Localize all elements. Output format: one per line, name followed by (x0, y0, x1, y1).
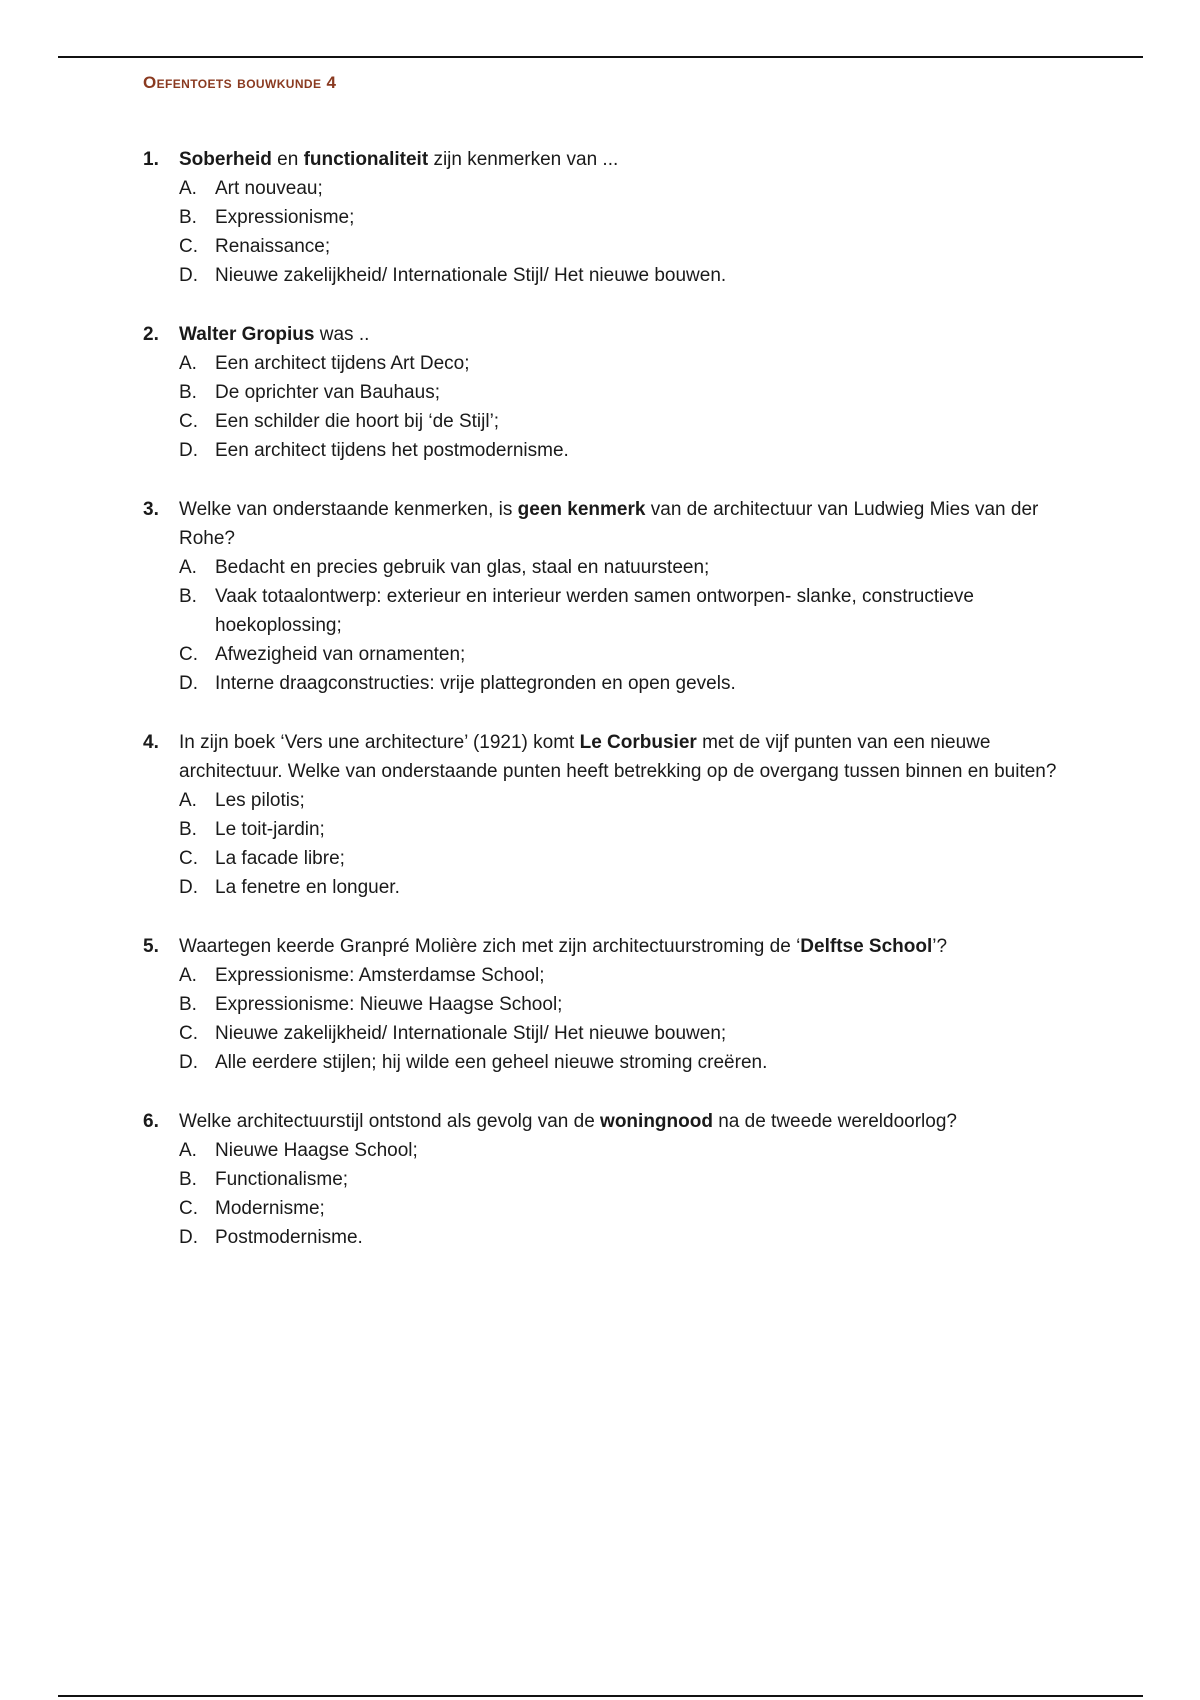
option-a (179, 1136, 1073, 1165)
option-b (179, 378, 1073, 407)
question-number: 4. (143, 732, 159, 753)
answer-options (143, 174, 1073, 290)
option-a (179, 786, 1073, 815)
option-c (179, 1019, 1073, 1048)
stem-bold: Soberheid (179, 149, 272, 170)
option-letter: C. (179, 1198, 198, 1219)
stem-text: en (271, 149, 304, 170)
option-a (179, 961, 1073, 990)
question-list (143, 145, 1073, 1282)
option-letter: D. (179, 265, 198, 286)
stem-bold: geen kenmerk (517, 499, 646, 520)
question-2 (143, 320, 1073, 465)
option-letter: B. (179, 994, 197, 1015)
question-stem (179, 495, 1073, 553)
option-text: Een architect tijdens Art Deco; (215, 353, 470, 374)
option-letter: A. (179, 178, 197, 199)
question-stem (179, 728, 1073, 786)
question-3 (143, 495, 1073, 698)
option-letter: B. (179, 819, 197, 840)
question-number: 5. (143, 936, 159, 957)
option-d (179, 1223, 1073, 1252)
option-text: Nieuwe zakelijkheid/ Internationale Stijl/ Het nieuwe bouwen; (215, 1023, 727, 1044)
document-title: Oefentoets bouwkunde 4 (143, 73, 337, 92)
option-b (179, 990, 1073, 1019)
stem-text: na de tweede wereldoorlog? (712, 1111, 957, 1132)
stem-bold: Le Corbusier (579, 732, 697, 753)
option-d (179, 261, 1073, 290)
stem-text: zijn kenmerken van ... (428, 149, 619, 170)
question-stem (179, 1107, 1073, 1136)
answer-options (143, 1136, 1073, 1252)
option-text: Le toit-jardin; (215, 819, 325, 840)
stem-bold: Walter Gropius (179, 324, 315, 345)
stem-text: Waartegen keerde Granpré Molière zich met zijn architectuurstroming de ‘ (179, 936, 801, 957)
option-letter: A. (179, 353, 197, 374)
stem-text: Welke van onderstaande kenmerken, is (179, 499, 518, 520)
answer-options (143, 349, 1073, 465)
option-d (179, 873, 1073, 902)
question-4 (143, 728, 1073, 902)
answer-options (143, 961, 1073, 1077)
stem-text: met de vijf punten van een nieuwe architectuur. Welke van onderstaande punten heeft betrekking op de overgang tussen binnen en buiten? (179, 732, 1057, 782)
option-letter: D. (179, 440, 198, 461)
stem-text: ’? (932, 936, 948, 957)
option-letter: A. (179, 557, 197, 578)
option-b (179, 582, 1073, 640)
option-text: Een schilder die hoort bij ‘de Stijl’; (215, 411, 500, 432)
option-letter: A. (179, 1140, 197, 1161)
option-letter: B. (179, 207, 197, 228)
option-text: Les pilotis; (215, 790, 305, 811)
option-letter: A. (179, 965, 197, 986)
stem-bold: Delftse School (800, 936, 933, 957)
option-b (179, 815, 1073, 844)
option-d (179, 669, 1073, 698)
question-number: 3. (143, 499, 159, 520)
stem-bold: functionaliteit (303, 149, 429, 170)
stem-text: van de architectuur van Ludwieg Mies van der Rohe? (179, 499, 1039, 549)
stem-bold: woningnood (600, 1111, 713, 1132)
option-text: Postmodernisme. (215, 1227, 363, 1248)
option-b (179, 1165, 1073, 1194)
answer-options (143, 786, 1073, 902)
option-text: De oprichter van Bauhaus; (215, 382, 440, 403)
option-letter: C. (179, 644, 198, 665)
option-text: Een architect tijdens het postmodernisme. (215, 440, 569, 461)
option-c (179, 232, 1073, 261)
option-text: Bedacht en precies gebruik van glas, staal en natuursteen; (215, 557, 710, 578)
option-text: Expressionisme: Amsterdamse School; (215, 965, 545, 986)
option-letter: C. (179, 1023, 198, 1044)
question-5 (143, 932, 1073, 1077)
option-letter: A. (179, 790, 197, 811)
option-text: Afwezigheid van ornamenten; (215, 644, 466, 665)
question-number: 2. (143, 324, 159, 345)
option-text: Expressionisme: Nieuwe Haagse School; (215, 994, 563, 1015)
option-text: Alle eerdere stijlen; hij wilde een geheel nieuwe stroming creëren. (215, 1052, 768, 1073)
question-6 (143, 1107, 1073, 1252)
option-letter: D. (179, 877, 198, 898)
option-letter: B. (179, 586, 197, 607)
option-text: Expressionisme; (215, 207, 355, 228)
top-rule (58, 56, 1143, 58)
option-text: Modernisme; (215, 1198, 325, 1219)
option-letter: D. (179, 1227, 198, 1248)
question-1 (143, 145, 1073, 290)
option-b (179, 203, 1073, 232)
question-number: 1. (143, 149, 159, 170)
option-text: Interne draagconstructies: vrije plattegronden en open gevels. (215, 673, 736, 694)
option-text: La facade libre; (215, 848, 345, 869)
option-letter: D. (179, 1052, 198, 1073)
option-c (179, 407, 1073, 436)
question-number: 6. (143, 1111, 159, 1132)
option-a (179, 174, 1073, 203)
option-c (179, 1194, 1073, 1223)
option-letter: C. (179, 848, 198, 869)
option-d (179, 436, 1073, 465)
option-a (179, 349, 1073, 378)
option-letter: C. (179, 236, 198, 257)
answer-options (143, 553, 1073, 698)
option-text: Nieuwe zakelijkheid/ Internationale Stijl/ Het nieuwe bouwen. (215, 265, 727, 286)
option-letter: C. (179, 411, 198, 432)
option-letter: D. (179, 673, 198, 694)
option-a (179, 553, 1073, 582)
option-c (179, 844, 1073, 873)
option-text: Art nouveau; (215, 178, 323, 199)
option-text: La fenetre en longuer. (215, 877, 400, 898)
stem-text: was .. (314, 324, 370, 345)
option-text: Renaissance; (215, 236, 331, 257)
option-text: Nieuwe Haagse School; (215, 1140, 418, 1161)
stem-text: Welke architectuurstijl ontstond als gevolg van de (179, 1111, 601, 1132)
question-stem (179, 145, 1073, 174)
option-letter: B. (179, 382, 197, 403)
option-d (179, 1048, 1073, 1077)
question-stem (179, 932, 1073, 961)
option-text: Functionalisme; (215, 1169, 349, 1190)
question-stem (179, 320, 1073, 349)
option-c (179, 640, 1073, 669)
stem-text: In zijn boek ‘Vers une architecture’ (1921) komt (179, 732, 580, 753)
option-text: Vaak totaalontwerp: exterieur en interieur werden samen ontworpen- slanke, constructieve hoekoplossing; (215, 586, 974, 636)
bottom-rule (58, 1695, 1143, 1697)
option-letter: B. (179, 1169, 197, 1190)
